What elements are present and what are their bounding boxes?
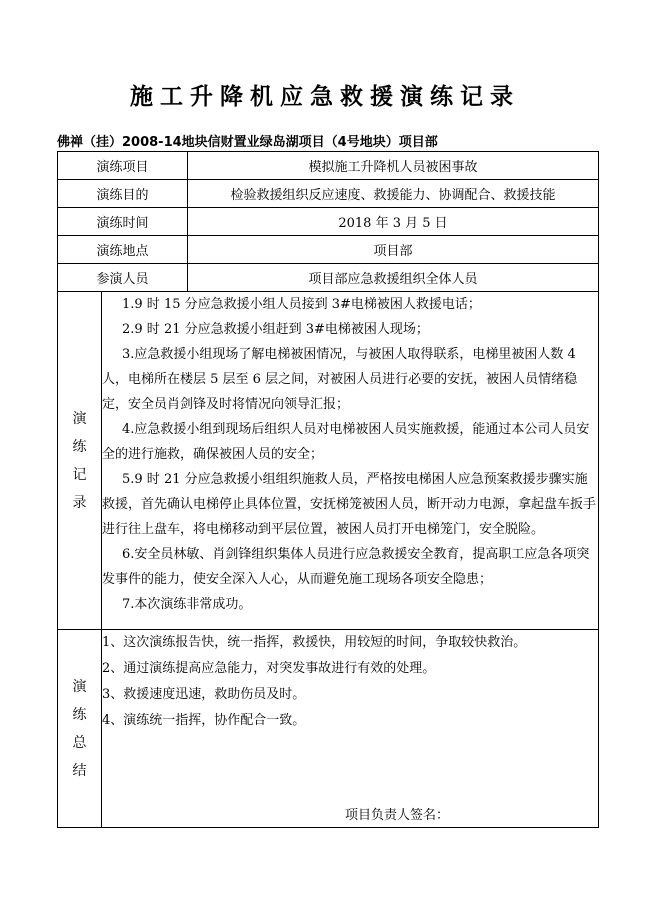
drill-location-label: 演练地点 (58, 236, 188, 264)
summary-item: 2、通过演练提高应急能力，对突发事故进行有效的处理。 (102, 661, 436, 676)
summary-label-char: 总 (72, 734, 87, 751)
project-name: 佛禅（挂）2008-14地块信财置业绿岛湖项目（4号地块）项目部 (57, 135, 438, 150)
summary-item: 3、救援速度迅速，救助伤员及时。 (102, 687, 306, 702)
participants-label: 参演人员 (58, 264, 188, 292)
record-paragraph: 3.应急救援小组现场了解电梯被困情况，与被困人取得联系，电梯里被困人数 4 人，电梯所在楼层 5 层至 6 层之间，对被困人员进行必要的安抚，被困人员情绪稳定，安全员肖剑锋及时将情况向领导汇报； (102, 347, 578, 412)
drill-location-value: 项目部 (188, 236, 599, 264)
record-label-char: 记 (72, 466, 87, 483)
drill-record-content (102, 292, 599, 630)
participants-value: 项目部应急救援组织全体人员 (188, 264, 599, 292)
record-paragraph: 6.安全员林敏、肖剑锋组织集体人员进行应急救援安全教育，提高职工应急各项突发事件的能力，使安全深入人心，从而避免施工现场各项安全隐患； (102, 547, 590, 587)
drill-project-value: 模拟施工升降机人员被困事故 (188, 152, 599, 180)
record-label-char: 演 (72, 410, 87, 427)
drill-summary-content (102, 630, 599, 828)
row-drill-location (58, 236, 599, 264)
drill-summary-label (58, 630, 102, 828)
record-paragraph: 7.本次演练非常成功。 (122, 597, 252, 612)
summary-label-char: 演 (72, 678, 87, 695)
record-label-char: 练 (72, 438, 87, 455)
row-drill-project (58, 152, 599, 180)
drill-record-label (58, 292, 102, 630)
record-paragraph: 4.应急救援小组到现场后组织人员对电梯被困人员实施救援，能通过本公司人员安全的进行施救，确保被困人员的安全； (102, 422, 590, 462)
drill-purpose-label: 演练目的 (58, 180, 188, 208)
summary-label-char: 练 (72, 706, 87, 723)
record-paragraph: 5.9 时 21 分应急救援小组组织施救人员，严格按电梯困人应急预案救援步骤实施救援，首先确认电梯停止具体位置，安抚梯笼被困人员，断开动力电源，拿起盘车扳手进行往上盘车，将电梯移动到平层位置，被困人员打开电梯笼门，安全脱险。 (102, 472, 597, 537)
row-drill-time (58, 208, 599, 236)
drill-record-table (57, 151, 599, 828)
summary-item: 1、这次演练报告快，统一指挥，救援快，用较短的时间，争取较快救治。 (102, 635, 527, 650)
drill-purpose-value: 检验救援组织反应速度、救援能力、协调配合、救援技能 (188, 180, 599, 208)
drill-project-label: 演练项目 (58, 152, 188, 180)
signature-label: 项目负责人签名： (345, 808, 450, 823)
row-participants (58, 264, 599, 292)
row-drill-summary (58, 630, 599, 828)
document-title: 施工升降机应急救援演练记录 (130, 83, 520, 110)
summary-label-char: 结 (72, 762, 87, 779)
record-paragraph: 2.9 时 21 分应急救援小组赶到 3#电梯被困人现场； (122, 322, 429, 337)
drill-time-label: 演练时间 (58, 208, 188, 236)
record-label-char: 录 (72, 494, 87, 511)
row-drill-purpose (58, 180, 599, 208)
record-paragraph: 1.9 时 15 分应急救援小组人员接到 3#电梯被困人救援电话； (122, 297, 481, 312)
summary-item: 4、演练统一指挥，协作配合一致。 (102, 713, 306, 728)
row-drill-record (58, 292, 599, 630)
drill-time-value: 2018 年 3 月 5 日 (188, 208, 599, 236)
